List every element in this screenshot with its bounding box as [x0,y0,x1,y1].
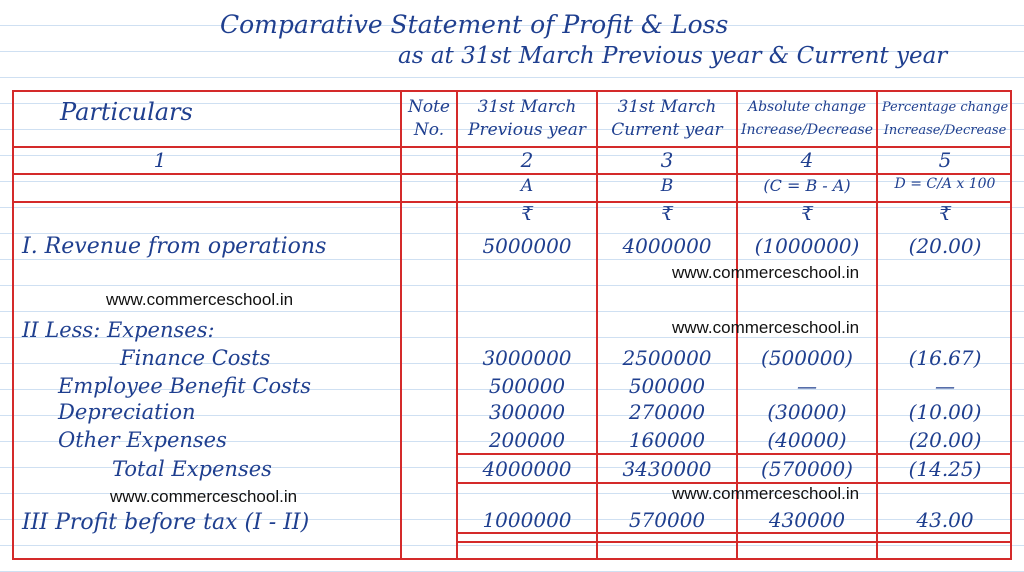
title-line-1: Comparative Statement of Profit & Loss [220,10,729,39]
currency-symbol: ₹ [660,203,674,225]
row-label: Total Expenses [112,457,272,481]
cell-abs: (500000) [761,346,853,370]
col-number: 5 [938,148,952,172]
currency-symbol: ₹ [938,203,952,225]
cell-pct: (20.00) [908,428,982,452]
header-absolute-change: Absolute change Increase/Decrease [740,99,874,138]
header-previous-year: 31st March Previous year [468,97,586,140]
row-label: III Profit before tax (I - II) [22,510,310,535]
cell-prev: 200000 [488,428,566,452]
currency-symbol: ₹ [520,203,534,225]
cell-prev: 4000000 [482,457,572,481]
cell-pct: 43.00 [916,508,974,532]
col-number: 1 [153,148,167,172]
col-number: 2 [520,148,534,172]
cell-pct: (16.67) [908,346,982,370]
cell-prev: 300000 [488,400,566,424]
cell-prev: 3000000 [482,346,572,370]
cell-abs: 430000 [768,508,846,532]
cell-pct: (20.00) [908,234,982,258]
cell-abs: (40000) [767,428,847,452]
row-label: II Less: Expenses: [22,318,215,342]
col-code: (C = B - A) [763,176,851,195]
row-label: Finance Costs [120,346,271,370]
row-label: Employee Benefit Costs [58,374,312,398]
cell-pct: (10.00) [908,400,982,424]
row-label: Depreciation [58,400,196,424]
row-label: I. Revenue from operations [22,234,327,259]
watermark-text: www.commerceschool.in [672,484,860,503]
cell-curr: 4000000 [622,234,712,258]
final-rule [456,532,1012,534]
col-code: D = C/A x 100 [894,176,996,192]
watermark-text: www.commerceschool.in [672,318,860,337]
cell-curr: 160000 [628,428,706,452]
watermark-text: www.commerceschool.in [110,487,298,506]
cell-pct: — [935,374,955,398]
col-number: 3 [660,148,674,172]
cell-prev: 5000000 [482,234,572,258]
col-number: 4 [800,148,814,172]
watermark-text: www.commerceschool.in [672,263,860,282]
row-divider [12,173,1012,175]
col-code: A [520,176,534,196]
watermark-text: www.commerceschool.in [106,290,294,309]
cell-curr: 270000 [628,400,706,424]
cell-curr: 570000 [628,508,706,532]
cell-curr: 2500000 [622,346,712,370]
col-divider [400,90,402,560]
title-line-2: as at 31st March Previous year & Current year [398,43,948,69]
header-percentage-change: Percentage change Increase/Decrease [881,100,1009,138]
header-particulars: Particulars [60,98,193,126]
cell-curr: 3430000 [622,457,712,481]
cell-prev: 1000000 [482,508,572,532]
cell-abs: (1000000) [754,234,860,258]
final-rule [456,541,1012,543]
cell-prev: 500000 [488,374,566,398]
currency-symbol: ₹ [800,203,814,225]
cell-abs: — [797,374,817,398]
total-rule [456,453,1012,455]
col-code: B [660,176,674,196]
cell-pct: (14.25) [908,457,982,481]
header-current-year: 31st March Current year [611,97,723,140]
cell-abs: (30000) [767,400,847,424]
cell-abs: (570000) [761,457,853,481]
cell-curr: 500000 [628,374,706,398]
header-note-no: Note No. [407,97,450,140]
row-label: Other Expenses [58,428,227,452]
